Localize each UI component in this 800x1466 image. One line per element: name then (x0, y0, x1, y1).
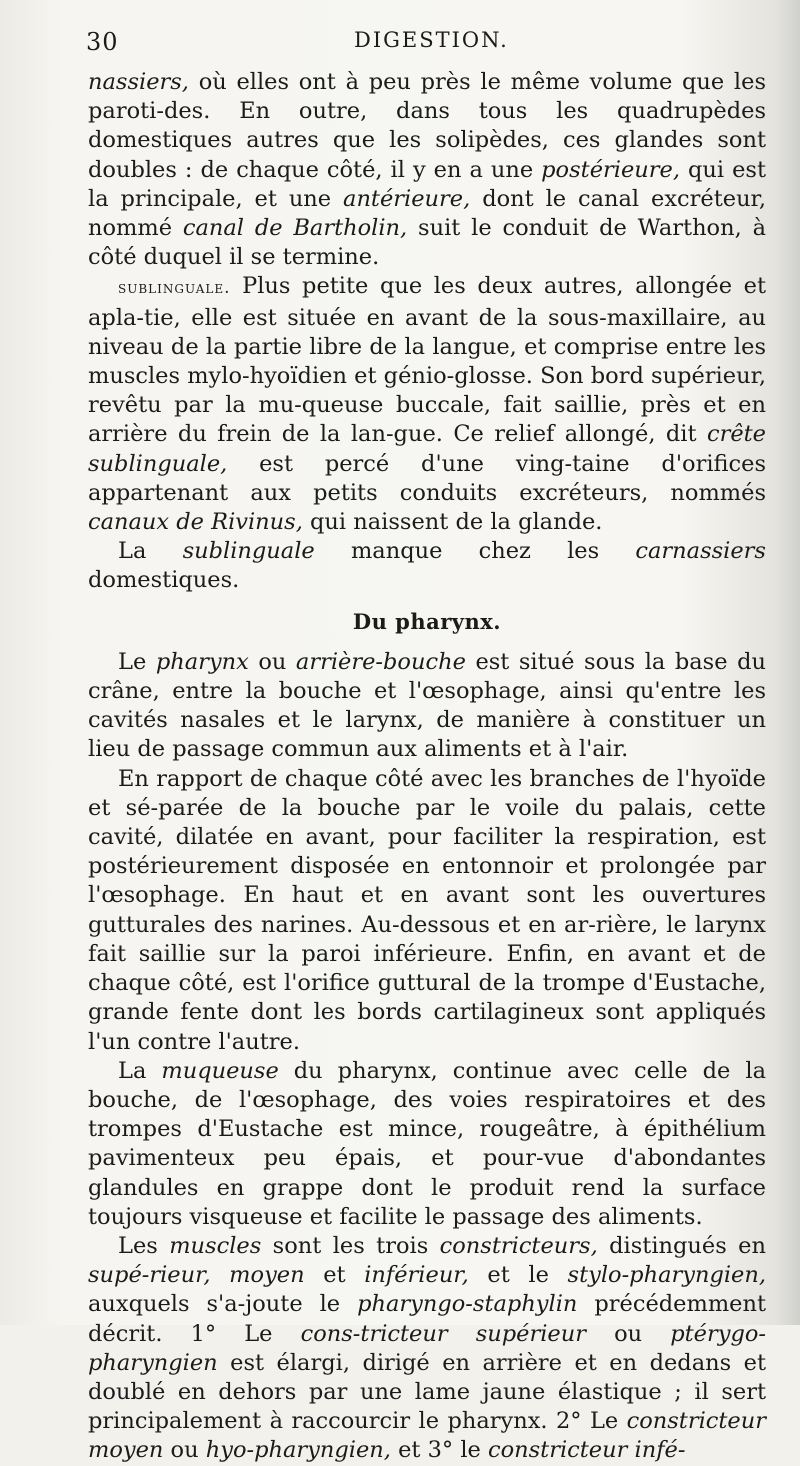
text-run: sont les trois (261, 1232, 440, 1259)
text-run: ou (248, 648, 296, 675)
italic-term: carnassiers (635, 538, 766, 565)
italic-term: nassiers, (88, 69, 189, 95)
italic-term: stylo-pharyngien, (567, 1262, 766, 1289)
italic-term: cons-tricteur supérieur (300, 1320, 586, 1347)
text-run: qui naissent de la glande. (302, 509, 603, 536)
text-run: ou (163, 1437, 206, 1464)
text-run: auxquels s'a-joute le (88, 1291, 358, 1318)
text-run: dont le canal excréteur, nommé (88, 185, 766, 242)
italic-term: constricteur infé- (487, 1437, 686, 1464)
text-run: précédemment décrit. 1° Le (88, 1291, 767, 1347)
paragraph-5 (88, 765, 766, 1057)
page-header (86, 24, 746, 64)
italic-term: hyo-pharyngien, (205, 1437, 391, 1464)
italic-term: canal de Bartholin, (182, 215, 408, 242)
text-run: manque chez les (314, 538, 636, 565)
italic-term: sublinguale (182, 538, 315, 565)
paragraph-2 (88, 272, 766, 537)
paragraph-6 (88, 1057, 766, 1232)
section-title: Du pharynx. (352, 608, 502, 634)
italic-term: arrière-bouche (295, 648, 466, 675)
running-title: DIGESTION. (354, 28, 509, 52)
italic-term: supé-rieur, moyen (88, 1262, 305, 1289)
paragraph-3 (88, 537, 766, 595)
paragraph-1 (88, 68, 766, 272)
text-run: ou (585, 1320, 671, 1347)
text-run: distingués en (597, 1232, 766, 1259)
italic-term: ptérygo-pharyngien (88, 1320, 766, 1376)
text-run: est situé sous la base du crâne, entre la bouche et l'œsophage, ainsi qu'entre les cavités nasales et le larynx, de manière à constituer un lieu de passage commun aux aliments et à l'air. (88, 648, 766, 763)
text-run: et 3° le (390, 1437, 488, 1464)
text-run: est percé d'une ving-taine d'orifices appartenant aux petits conduits excréteurs, nommés (88, 450, 766, 506)
text-run: Le (118, 648, 156, 675)
text-run: du pharynx, continue avec celle de la bouche, de l'œsophage, des voies respiratoires et des trompes d'Eustache est mince, rougeâtre, à épithélium pavimenteux peu épais, et pour-vue d'abondantes glandules en grappe dont le produit rend la surface toujours visqueuse et facilite le passage des aliments. (88, 1057, 766, 1230)
text-run: Les (118, 1232, 170, 1259)
text-run: où elles ont à peu près le même volume que les paroti-des. En outre, dans tous les quadrupèdes domestiques autres que les solipèdes, ces glandes sont doubles : de chaque côté, il y en a une (88, 69, 766, 183)
italic-term: antérieure, (343, 185, 471, 212)
paragraph-4 (88, 648, 766, 765)
text-run: Plus petite que les deux autres, allongée et apla-tie, elle est située en avant de la sous-maxillaire, au niveau de la partie libre de la langue, et comprise entre les muscles mylo-hyoïdien et génio-glosse. Son bord supérieur, revêtu par la mu-queuse buccale, fait saillie, près et en arrière du frein de la lan-gue. Ce relief allongé, dit (88, 273, 766, 448)
italic-term: constricteurs, (439, 1232, 598, 1259)
text-run: La (118, 1057, 162, 1084)
body-text (88, 68, 766, 1466)
italic-term: inférieur, (364, 1262, 469, 1289)
text-run: En rapport de chaque côté avec les branches de l'hyoïde et sé-parée de la bouche par le voile du palais, cette cavité, dilatée en avant, pour faciliter la respiration, est postérieurement disposée en entonnoir et prolongée par l'œsophage. En haut et en avant sont les ouvertures gutturales des narines. Au-dessous et en ar-rière, le larynx fait saillie sur la paroi inférieure. Enfin, en avant et de chaque côté, est l'orifice guttural de la trompe d'Eustache, grande fente dont les bords cartilagineux sont appliqués l'un contre l'autre. (88, 765, 766, 1055)
page-number: 30 (86, 28, 119, 56)
paragraph-7 (88, 1232, 766, 1466)
text-run: domestiques. (88, 567, 240, 594)
italic-term: muqueuse (161, 1057, 279, 1084)
italic-term: postérieure, (541, 156, 680, 183)
italic-term: constricteur moyen (88, 1408, 766, 1464)
text-run: suit le conduit de Warthon, à côté duquel il se termine. (88, 215, 766, 271)
italic-term: canaux de Rivinus, (88, 509, 303, 536)
text-run: qui est la principale, et une (88, 156, 766, 212)
italic-term: pharynx (155, 648, 249, 675)
text-run: et le (468, 1262, 568, 1289)
italic-term: crête sublinguale, (88, 421, 766, 477)
text-run: est élargi, dirigé en arrière et en dedans et doublé en dehors par une lame jaune élastique ; il sert principalement à raccourcir le pharynx. 2° Le (88, 1349, 766, 1435)
italic-term: muscles (169, 1232, 262, 1259)
small-caps-heading: sublinguale. (118, 278, 231, 299)
text-run: et (304, 1262, 365, 1289)
italic-term: pharyngo-staphylin (357, 1291, 578, 1318)
text-run: La (118, 538, 183, 565)
